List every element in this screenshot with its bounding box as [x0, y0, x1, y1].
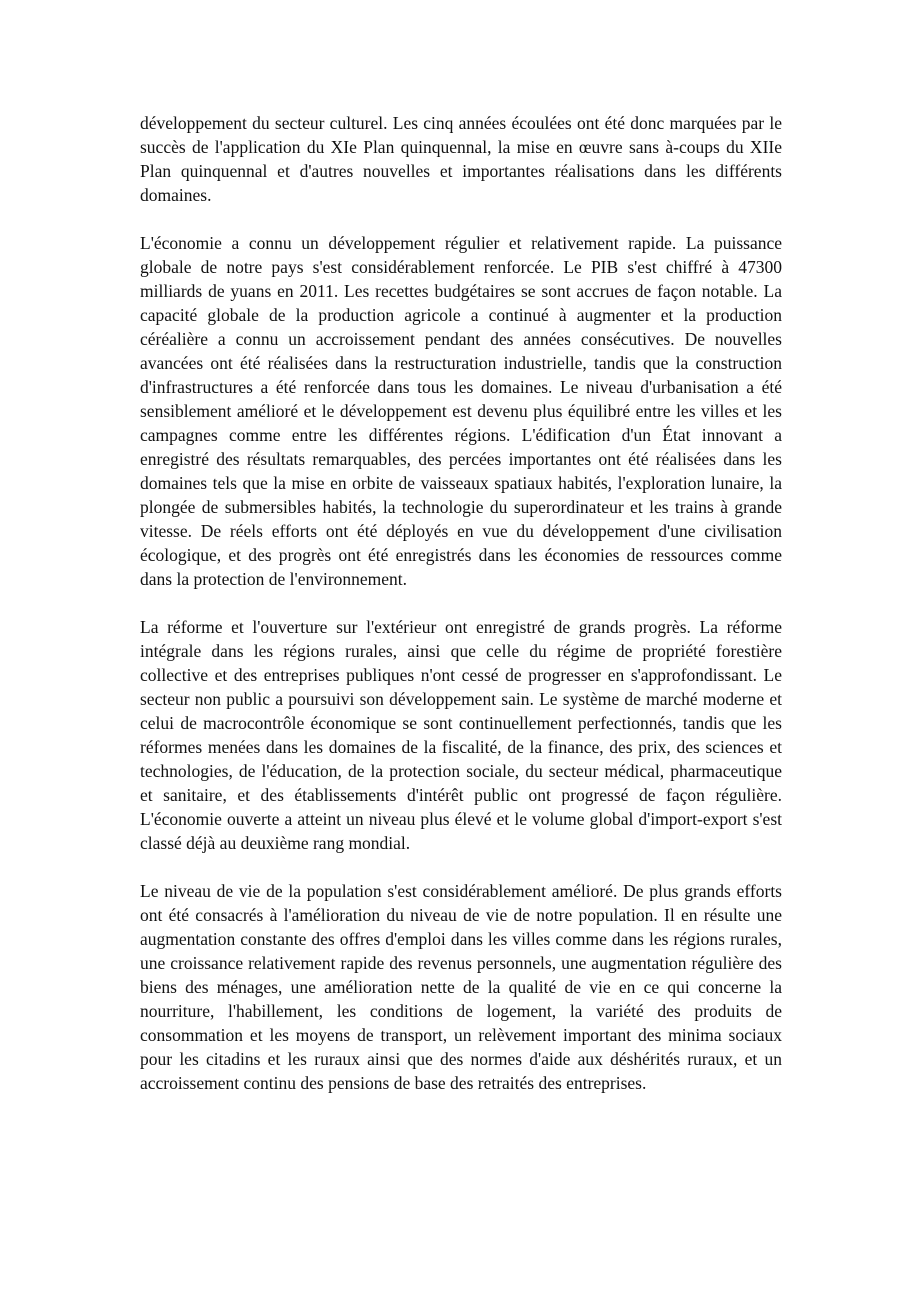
paragraph-living-standards: Le niveau de vie de la population s'est considérablement amélioré. De plus grands efforts ont été consacrés à l'amélioration du niveau de vie de notre population. Il en résulte une augmentation constante des offres d'emploi dans les villes comme dans les régions rurales, une croissance relativement rapide des revenus personnels, une augmentation régulière des biens des ménages, une amélioration nette de la qualité de vie en ce qui concerne la nourriture, l'habillement, les conditions de logement, la variété des produits de consommation et les moyens de transport, un relèvement important des minima sociaux pour les citadins et les ruraux ainsi que des normes d'aide aux déshérités ruraux, et un accroissement continu des pensions de base des retraités des entreprises. [140, 881, 782, 1093]
document-body [140, 111, 782, 1119]
paragraph-reform-opening: La réforme et l'ouverture sur l'extérieur ont enregistré de grands progrès. La réforme intégrale dans les régions rurales, ainsi que celle du régime de propriété forestière collective et des entreprises publiques n'ont cessé de progresser en s'approfondissant. Le secteur non public a poursuivi son développement sain. Le système de marché moderne et celui de macrocontrôle économique se sont continuellement perfectionnés, tandis que les réformes menées dans les domaines de la fiscalité, de la finance, des prix, des sciences et technologies, de l'éducation, de la protection sociale, du secteur médical, pharmaceutique et sanitaire, et des établissements d'intérêt public ont progressé de façon régulière. L'économie ouverte a atteint un niveau plus élevé et le volume global d'import-export s'est classé déjà au deuxième rang mondial. [140, 617, 782, 853]
paragraph-cultural-development: développement du secteur culturel. Les cinq années écoulées ont été donc marquées par le succès de l'application du XIe Plan quinquennal, la mise en œuvre sans à-coups du XIIe Plan quinquennal et d'autres nouvelles et importantes réalisations dans les différents domaines. [140, 113, 782, 205]
paragraph-economy: L'économie a connu un développement régulier et relativement rapide. La puissance globale de notre pays s'est considérablement renforcée. Le PIB s'est chiffré à 47300 milliards de yuans en 2011. Les recettes budgétaires se sont accrues de façon notable. La capacité globale de la production agricole a continué à augmenter et la production céréalière a connu un accroissement pendant des années consécutives. De nouvelles avancées ont été réalisées dans la restructuration industrielle, tandis que la construction d'infrastructures a été renforcée dans tous les domaines. Le niveau d'urbanisation a été sensiblement amélioré et le développement est devenu plus équilibré entre les villes et les campagnes comme entre les différentes régions. L'édification d'un État innovant a enregistré des résultats remarquables, des percées importantes ont été réalisées dans les domaines tels que la mise en orbite de vaisseaux spatiaux habités, l'exploration lunaire, la plongée de submersibles habités, la technologie du superordinateur et les trains à grande vitesse. De réels efforts ont été déployés en vue du développement d'une civilisation écologique, et des progrès ont été enregistrés dans les économies de ressources comme dans la protection de l'environnement. [140, 233, 782, 589]
